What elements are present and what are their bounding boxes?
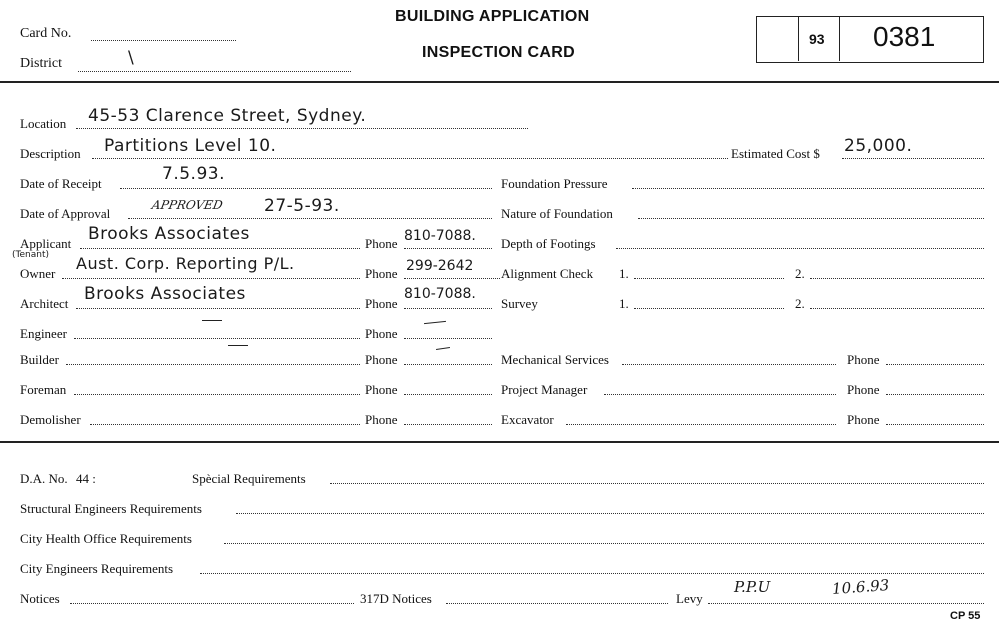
nature-of-foundation-label: Nature of Foundation [501, 206, 613, 221]
architect-label: Architect [20, 296, 69, 311]
excavator-phone-label: Phone [847, 412, 880, 427]
city-health-field[interactable] [224, 543, 984, 544]
city-engineers-label: City Engineers Requirements [20, 561, 174, 576]
mechanical-services-phone-field[interactable] [886, 364, 984, 365]
city-health-label: City Health Office Requirements [20, 531, 192, 546]
builder-phone-label: Phone [365, 352, 398, 367]
engineer-dash-mark [202, 320, 222, 321]
depth-of-footings-field[interactable] [616, 248, 984, 249]
owner-field[interactable] [62, 278, 360, 279]
structural-engineers-field[interactable] [236, 513, 984, 514]
notices-317d-label: 317D Notices [360, 591, 432, 606]
project-manager-phone-label: Phone [847, 382, 880, 397]
survey-2-label: 2. [795, 296, 805, 311]
alignment-check-2-field[interactable] [810, 278, 984, 279]
title-line-2: INSPECTION CARD [422, 44, 575, 61]
date-of-receipt-field[interactable] [120, 188, 492, 189]
excavator-field[interactable] [566, 424, 836, 425]
applicant-field[interactable] [80, 248, 360, 249]
approved-stamp: APPROVED [150, 198, 224, 212]
location-value: 45-53 Clarence Street, Sydney. [88, 106, 367, 126]
project-manager-phone-field[interactable] [886, 394, 984, 395]
demolisher-field[interactable] [90, 424, 360, 425]
project-manager-field[interactable] [604, 394, 836, 395]
description-value: Partitions Level 10. [104, 136, 277, 156]
depth-of-footings-label: Depth of Footings [501, 236, 596, 251]
excavator-phone-field[interactable] [886, 424, 984, 425]
owner-note: (Tenant) [12, 250, 49, 260]
levy-value: P.P.U [734, 578, 771, 596]
mechanical-services-field[interactable] [622, 364, 836, 365]
da-no-value: 44 : [76, 471, 96, 486]
description-label: Description [20, 146, 81, 161]
special-requirements-label: Spècial Requirements [192, 471, 306, 486]
date-of-approval-field[interactable] [128, 218, 492, 219]
engineer-label: Engineer [20, 326, 67, 341]
estimated-cost-field[interactable] [842, 158, 984, 159]
date-of-approval-value: 27-5-93. [264, 196, 340, 216]
demolisher-phone-field[interactable] [404, 424, 492, 425]
notices-317d-field[interactable] [446, 603, 668, 604]
card-no-label: Card No. [20, 26, 72, 41]
city-engineers-field[interactable] [200, 573, 984, 574]
date-of-approval-label: Date of Approval [20, 206, 111, 221]
builder-label: Builder [20, 352, 59, 367]
notices-label: Notices [20, 591, 60, 606]
structural-engineers-label: Structural Engineers Requirements [20, 501, 202, 516]
architect-field[interactable] [76, 308, 360, 309]
foreman-label: Foreman [20, 382, 67, 397]
owner-label: Owner [20, 266, 56, 281]
architect-phone-field[interactable] [404, 308, 492, 309]
architect-phone-value: 810-7088. [404, 286, 476, 302]
foreman-field[interactable] [74, 394, 360, 395]
notices-field[interactable] [70, 603, 354, 604]
engineer-phone-label: Phone [365, 326, 398, 341]
survey-1-field[interactable] [634, 308, 784, 309]
architect-phone-label: Phone [365, 296, 398, 311]
engineer-field[interactable] [74, 338, 360, 339]
alignment-check-label: Alignment Check [501, 266, 594, 281]
mechanical-services-label: Mechanical Services [501, 352, 609, 367]
estimated-cost-label: Estimated Cost $ [731, 146, 820, 161]
alignment-check-2-label: 2. [795, 266, 805, 281]
location-field[interactable] [76, 128, 528, 129]
location-label: Location [20, 116, 67, 131]
applicant-phone-field[interactable] [404, 248, 492, 249]
levy-field[interactable] [708, 603, 984, 604]
da-no-label: D.A. No. [20, 471, 68, 486]
title-line-1: BUILDING APPLICATION [395, 8, 590, 25]
district-field[interactable] [78, 71, 351, 72]
owner-phone-field[interactable] [404, 278, 500, 279]
builder-phone-field[interactable] [404, 364, 492, 365]
foreman-phone-field[interactable] [404, 394, 492, 395]
card-number: 0381 [873, 21, 936, 52]
excavator-label: Excavator [501, 412, 554, 427]
applicant-value: Brooks Associates [88, 224, 250, 244]
builder-dash-mark [228, 345, 248, 346]
project-manager-label: Project Manager [501, 382, 588, 397]
special-requirements-field[interactable] [330, 483, 984, 484]
alignment-check-1-field[interactable] [634, 278, 784, 279]
engineer-phone-dash-mark [424, 321, 446, 324]
survey-2-field[interactable] [810, 308, 984, 309]
date-of-receipt-label: Date of Receipt [20, 176, 102, 191]
card-number-box [756, 16, 984, 63]
applicant-phone-value: 810-7088. [404, 228, 476, 244]
mechanical-services-phone-label: Phone [847, 352, 880, 367]
description-field[interactable] [92, 158, 728, 159]
section-divider [0, 441, 999, 443]
header-divider [0, 81, 999, 83]
owner-value: Aust. Corp. Reporting P/L. [76, 254, 295, 273]
applicant-label: Applicant [20, 236, 72, 251]
date-of-receipt-value: 7.5.93. [162, 164, 225, 184]
nature-of-foundation-field[interactable] [638, 218, 984, 219]
demolisher-phone-label: Phone [365, 412, 398, 427]
owner-phone-value: 299-2642 [406, 258, 474, 274]
foundation-pressure-field[interactable] [632, 188, 984, 189]
levy-date: 10.6.93 [831, 576, 890, 598]
engineer-phone-field[interactable] [404, 338, 492, 339]
card-year: 93 [809, 31, 825, 47]
applicant-phone-label: Phone [365, 236, 398, 251]
district-label: District [20, 56, 62, 71]
district-value: \ [128, 48, 135, 68]
levy-label: Levy [676, 591, 703, 606]
estimated-cost-value: 25,000. [844, 136, 913, 156]
card-no-field[interactable] [91, 40, 236, 41]
survey-label: Survey [501, 296, 538, 311]
foundation-pressure-label: Foundation Pressure [501, 176, 608, 191]
demolisher-label: Demolisher [20, 412, 81, 427]
builder-phone-dash-mark [436, 347, 450, 350]
builder-field[interactable] [66, 364, 360, 365]
alignment-check-1-label: 1. [619, 266, 629, 281]
foreman-phone-label: Phone [365, 382, 398, 397]
architect-value: Brooks Associates [84, 284, 246, 304]
form-code: CP 55 [950, 610, 981, 622]
survey-1-label: 1. [619, 296, 629, 311]
owner-phone-label: Phone [365, 266, 398, 281]
